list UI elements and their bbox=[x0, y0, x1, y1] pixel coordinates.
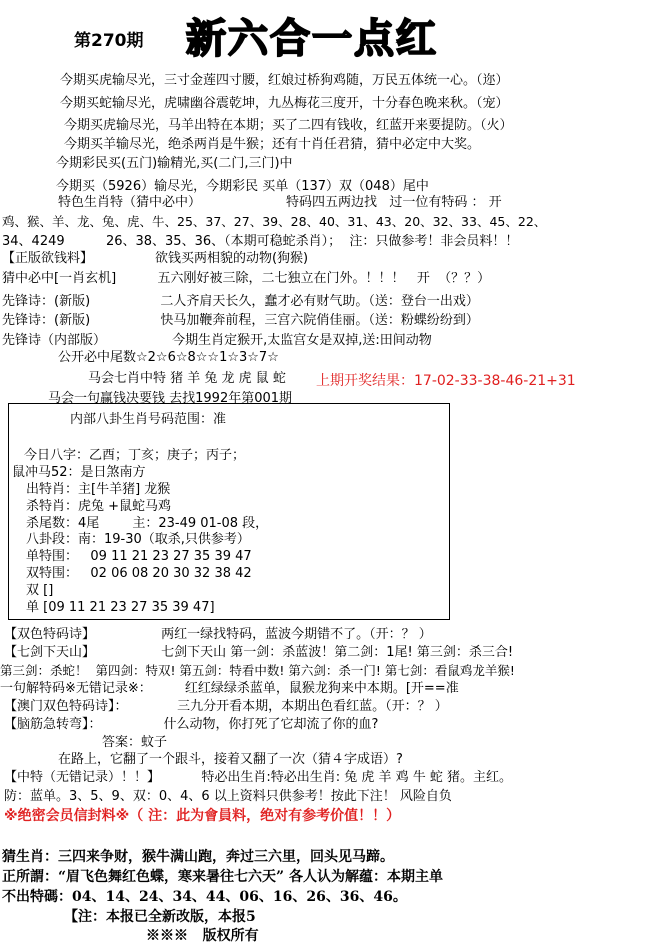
plaque-line: 正所謂：“眉飞色舞红色蝶，寒来暑往七六天” 各人认为解蕴：本期主单 bbox=[2, 869, 443, 885]
box-clash: 鼠冲马52：是日煞南方 bbox=[12, 465, 146, 480]
macau-poem: 【澳门双色特码诗】： 三九分开看本期，本期出色看红蓝。（开：？ ） bbox=[4, 699, 448, 714]
box-single: 单特围： 09 11 21 23 27 35 39 47 bbox=[26, 549, 252, 564]
guess-line: 猜中必中[一肖玄机] 五六刚好被三除，二七独立在门外。！！！ 开 （？？） bbox=[2, 271, 491, 286]
special-zodiac-label: 特色生肖特（猜中必中） bbox=[58, 195, 202, 210]
note-line: 【注：本报已全新改版，本报5 bbox=[64, 909, 256, 925]
poem-line: 先锋诗（内部版） 今期生肖定猴开,太监宫女是双掉,送:田间动物 bbox=[2, 333, 432, 348]
masthead-logo bbox=[186, 16, 464, 62]
special-numbers-line: 34、4249 26、38、35、36、（本期可稳蛇杀肖）； 注：只做参考！非会员料！！ bbox=[2, 234, 519, 249]
riddle: 在路上，它翻了一个跟斗，接着又翻了一次（猜４字成语）? bbox=[58, 752, 403, 767]
box-single-bracket: 单 [09 11 21 23 27 35 39 47] bbox=[26, 600, 215, 615]
box-kill-zodiac: 杀特肖：虎兔 +鼠蛇马鸡 bbox=[26, 499, 172, 514]
poem-line: 先锋诗：(新版) 二人齐肩天长久，蠢才必有财气助。（送：登台一出戏） bbox=[2, 294, 479, 309]
special-two-edges: 特码四五两边找 过一位有特码 ： 开 bbox=[286, 195, 502, 210]
brain-teaser: 【脑筋急转弯】： 什么动物，你打死了它却流了你的血? bbox=[4, 717, 379, 732]
box-title: 内部八卦生肖号码范围：准 bbox=[70, 412, 227, 427]
horse-one-line: 马会一句赢钱决要钱 去找1992年第001期 bbox=[48, 391, 293, 406]
box-bagua: 八卦段：南：19-30（取杀,只供参考） bbox=[26, 532, 250, 547]
zhongte-line: 【中特（无错记录）！！】 特必出生肖:特必出生肖: 兔 虎 羊 鸡 牛 蛇 猪。主红。 bbox=[4, 770, 513, 785]
special-zodiac-list: 鸡、猴、羊、龙、兔、虎、牛、25、37、27、39、28、40、31、43、20、32、33、45、22、 bbox=[2, 214, 547, 229]
box-double: 双特围： 02 06 08 20 30 32 38 42 bbox=[26, 566, 252, 581]
guess-zodiac: 猜生肖：三四来争财，猴牛满山跑，奔过三六里，回头见马蹄。 bbox=[2, 849, 394, 865]
intro-line: 今期买虎输尽光，马羊出特在本期；买了二四有钱收，红蓝开来要提防。（火） bbox=[64, 118, 513, 133]
box-kill-tail: 杀尾数：4尾 主：23-49 01-08 段， bbox=[26, 516, 269, 531]
copyright: ※※※ 版权所有 bbox=[146, 928, 259, 944]
intro-line: 今期买羊输尽光，绝杀两肖是牛猴；还有十肖任君猜，猜中必定中大奖。 bbox=[64, 137, 481, 152]
intro-line: 今期买（5926）输尽光，今期彩民 买单（137）双（048）尾中 bbox=[56, 179, 429, 194]
one-line-code: 一句解特码※无错记录※： 红红绿绿杀蓝单，鼠猴龙狗来中本期。[开==准 bbox=[0, 681, 459, 696]
last-result: 上期开奖结果：17-02-33-38-46-21+31 bbox=[316, 373, 576, 389]
swords-cont: 第三剑：杀蛇！ 第四剑：特双! 第五剑：特看中数! 第六剑：杀一门! 第七剑：看鼠鸡龙羊猴! bbox=[0, 663, 515, 678]
box-double-bracket: 双 [] bbox=[26, 583, 54, 598]
intro-line: 今期买虎输尽光，三寸金莲四寸腰，红娘过桥狗鸡随，万民五体统一心。（迩） bbox=[60, 73, 509, 88]
twocolor-poem: 【双色特码诗】 两红一绿找特码，蓝波今期错不了。（开：？ ） bbox=[4, 627, 432, 642]
defense-line: 防：蓝单。3、5、9、双：0、4、6 以上资料只供参考！按此下注！ 风险自负 bbox=[4, 789, 452, 804]
not-out-numbers: 不出特碼：04、14、24、34、44、06、16、26、36、46。 bbox=[2, 889, 407, 905]
teaser-answer: 答案：蚊子 bbox=[102, 735, 168, 750]
horse-line: 马会七肖中特 猪 羊 兔 龙 虎 鼠 蛇 bbox=[88, 371, 286, 386]
tail-line: 公开必中尾数☆2☆6☆8☆☆1☆3☆7☆ bbox=[58, 350, 279, 365]
issue-number: 第270期 bbox=[74, 31, 144, 51]
genuine-line: 【正版欲钱料】 欲钱买两相貌的动物(狗猴) bbox=[2, 251, 309, 266]
box-eight-chars: 今日八字：乙酉；丁亥；庚子；丙子； bbox=[24, 448, 246, 463]
member-line: ※绝密会员信封料※（ 注：此为會員料，绝对有参考价值！！） bbox=[4, 808, 401, 824]
seven-swords: 【七剑下天山】 七剑下天山 第一剑：杀蓝波！第二剑：1尾! 第三剑：杀三合! bbox=[4, 645, 514, 660]
logo-text: 新六合一点红 bbox=[186, 16, 438, 62]
box-out-zodiac: 出特肖：主[牛羊猪] 龙猴 bbox=[26, 482, 171, 497]
poem-line: 先锋诗：(新版) 快马加鞭奔前程，三宫六院俏佳丽。（送：粉蝶纷纷到） bbox=[2, 313, 479, 328]
intro-line: 今期彩民买(五门)输精光,买(二门,三门)中 bbox=[56, 156, 293, 171]
intro-line: 今期买蛇输尽光，虎啸幽谷震乾坤，九丛梅花三度开，十分春色晚来秋。（宠） bbox=[60, 96, 509, 111]
